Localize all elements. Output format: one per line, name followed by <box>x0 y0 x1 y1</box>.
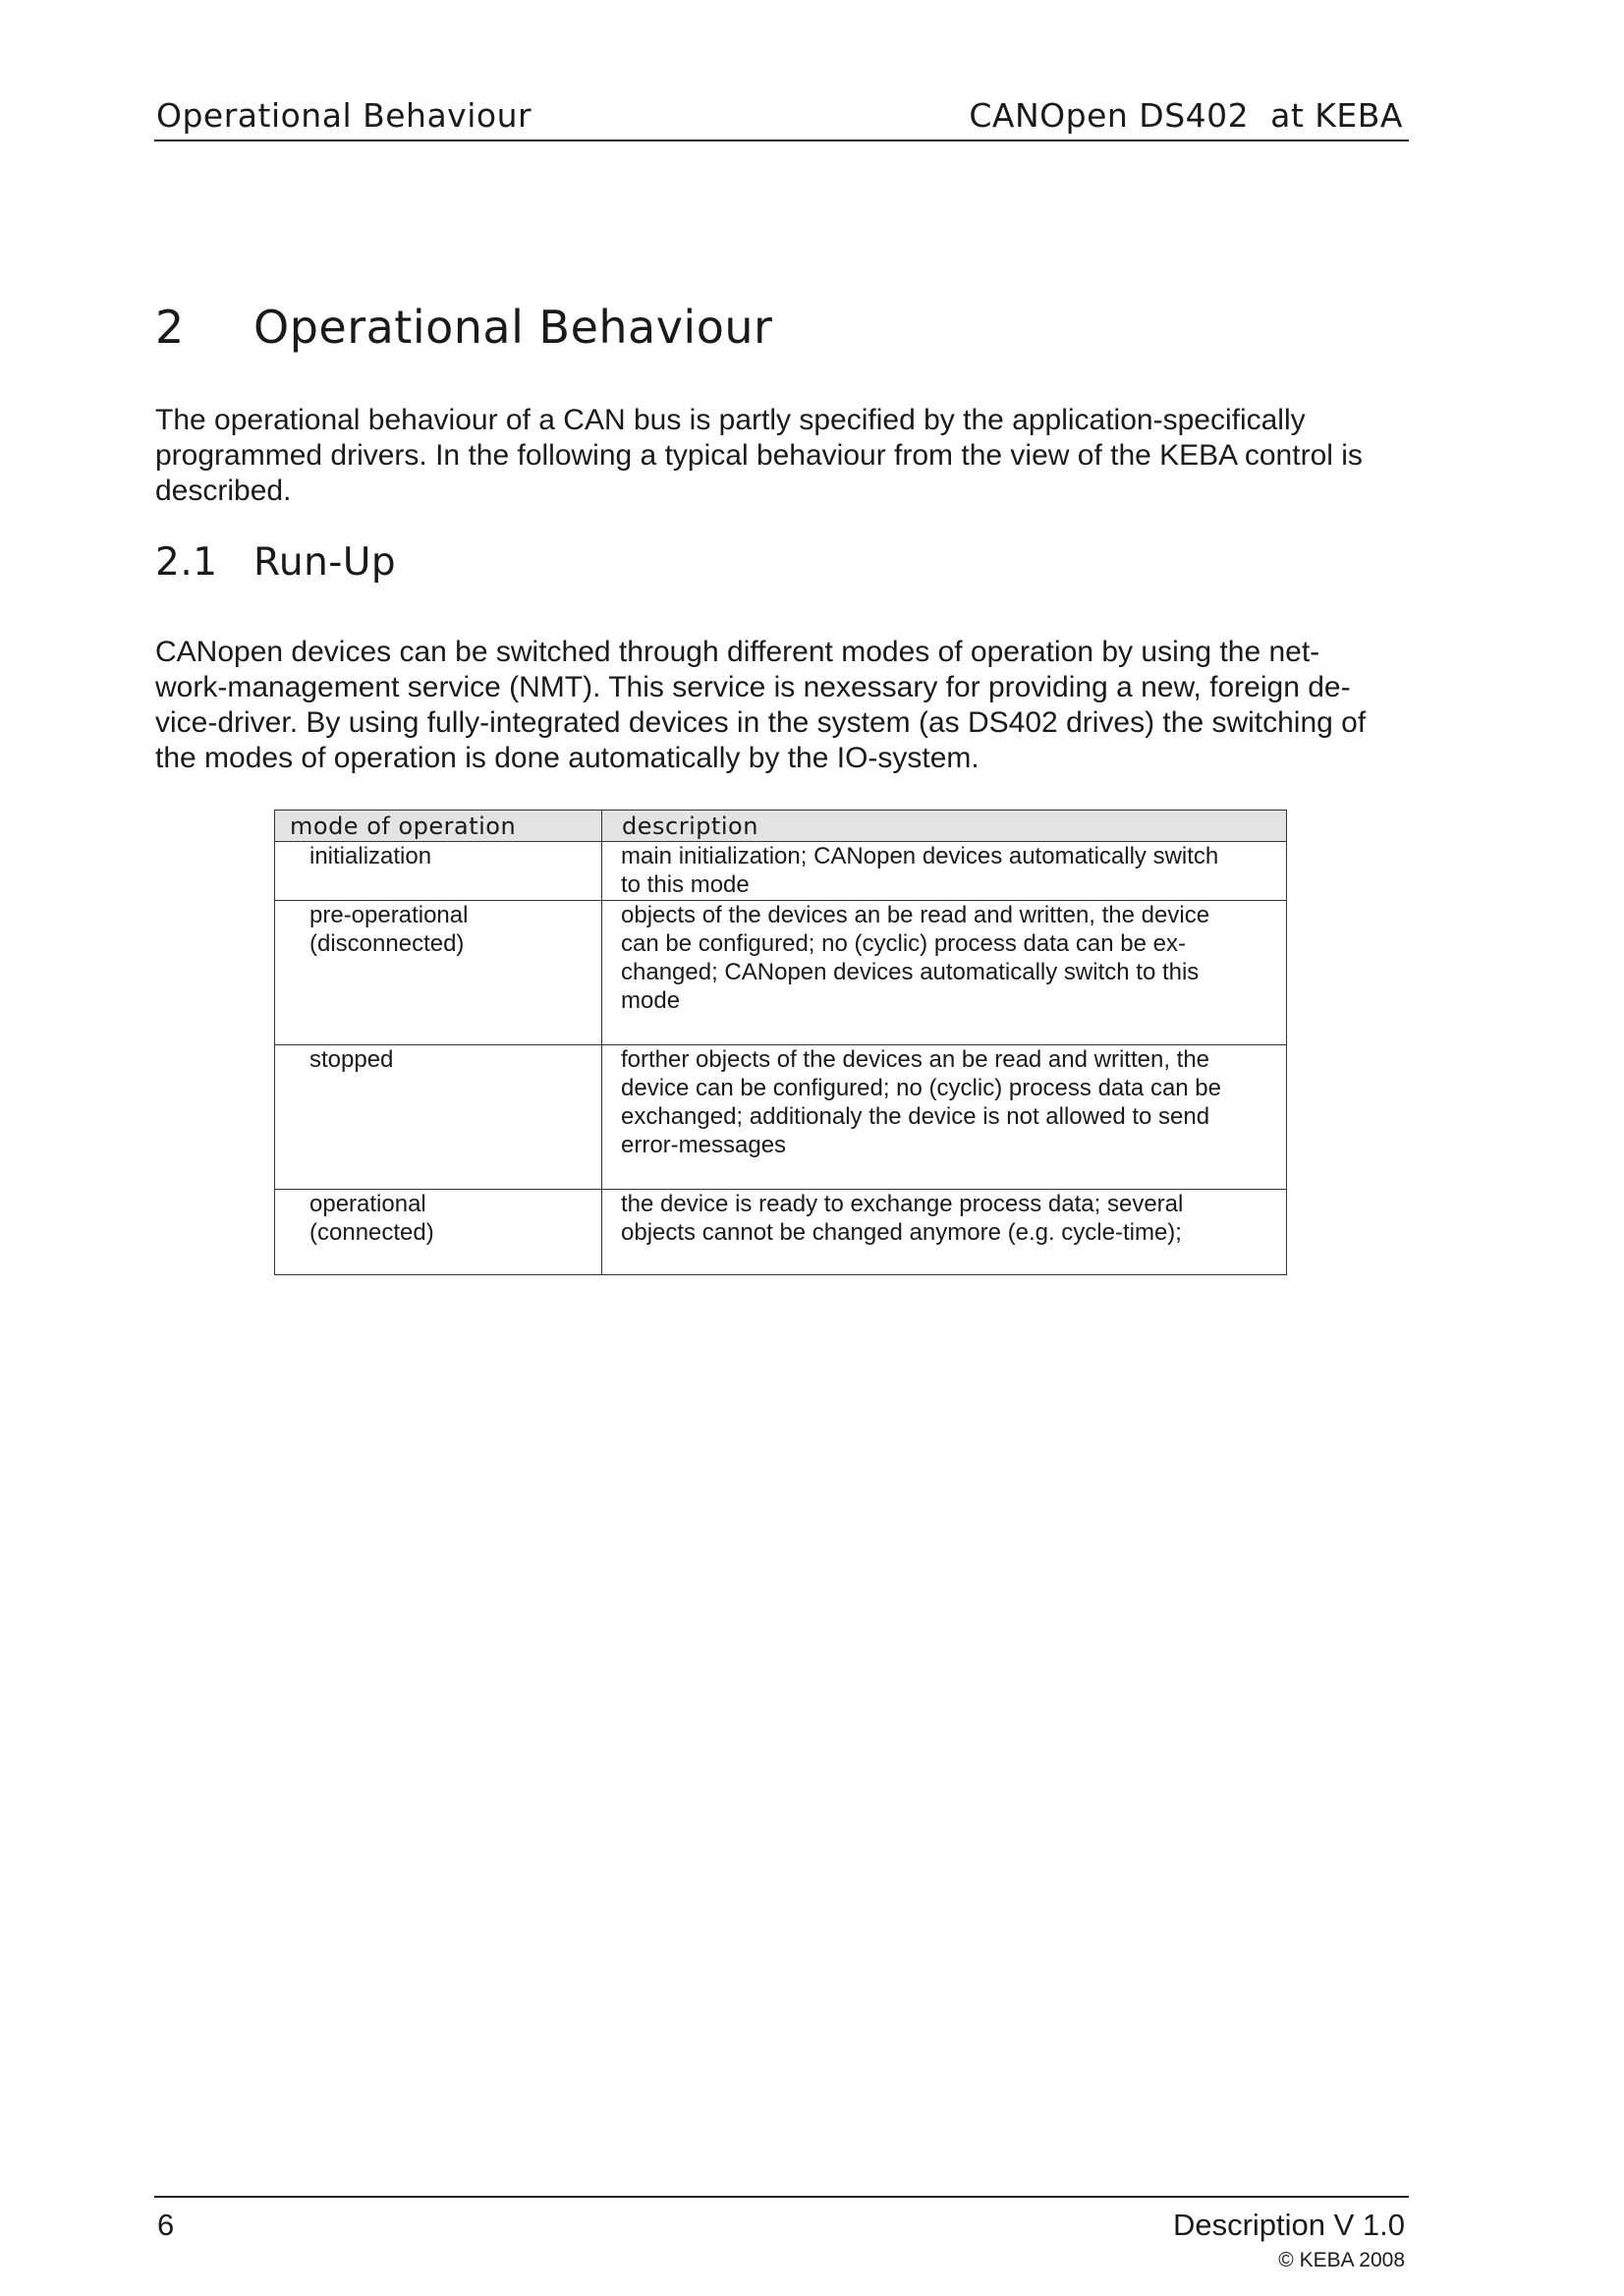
mode-line: (disconnected) <box>309 930 465 957</box>
table-header-row <box>275 811 1287 842</box>
paragraph-line: The operational behaviour of a CAN bus is partly specified by the application-specifically <box>155 404 1306 436</box>
mode-cell <box>275 1045 602 1190</box>
paragraph-line: vice-driver. By using fully-integrated devices in the system (as DS402 drives) the switching of <box>155 706 1367 739</box>
description-line: to this mode <box>621 871 750 898</box>
paragraph-line: described. <box>155 475 292 507</box>
mode-line: pre-operational <box>309 902 469 928</box>
description-line: exchanged; additionaly the device is not allowed to send <box>621 1103 1210 1130</box>
mode-line: stopped <box>309 1046 394 1073</box>
section-title: Operational Behaviour <box>253 301 773 354</box>
copyright-notice: © KEBA 2008 <box>1278 2249 1405 2271</box>
section-heading <box>155 301 772 354</box>
table-row <box>275 901 1287 1045</box>
description-line: the device is ready to exchange process data; several <box>621 1191 1184 1217</box>
paragraph-line: work-management service (NMT). This service is nexessary for providing a new, foreign de- <box>155 671 1351 703</box>
description-cell <box>602 842 1287 901</box>
table-row <box>275 1190 1287 1275</box>
header-document-title: CANOpen DS402 at KEBA <box>969 96 1403 135</box>
column-header-mode: mode of operation <box>275 811 602 842</box>
mode-line: operational <box>309 1191 426 1217</box>
description-cell <box>602 1190 1287 1275</box>
description-line: main initialization; CANopen devices automatically switch <box>621 843 1219 869</box>
column-header-description: description <box>602 811 1287 842</box>
description-cell <box>602 901 1287 1045</box>
table-row <box>275 842 1287 901</box>
subsection-number: 2.1 <box>155 540 218 585</box>
subsection-title: Run-Up <box>253 540 397 585</box>
document-version: Description V 1.0 <box>1172 2208 1405 2242</box>
paragraph-line: programmed drivers. In the following a typical behaviour from the view of the KEBA control is <box>155 439 1363 472</box>
description-line: mode <box>621 987 681 1014</box>
description-cell <box>602 1045 1287 1190</box>
table-row <box>275 1045 1287 1190</box>
description-line: forther objects of the devices an be read and written, the <box>621 1046 1210 1073</box>
description-line: objects cannot be changed anymore (e.g. cycle-time); <box>621 1219 1182 1246</box>
description-line: can be configured; no (cyclic) process data can be ex- <box>621 930 1186 957</box>
mode-cell <box>275 901 602 1045</box>
mode-cell <box>275 842 602 901</box>
page-number: 6 <box>157 2208 175 2242</box>
page-footer <box>154 2196 1409 2271</box>
subsection-heading <box>155 540 396 585</box>
description-line: error-messages <box>621 1132 787 1158</box>
paragraph-line: CANopen devices can be switched through different modes of operation by using the net- <box>155 636 1320 668</box>
paragraph-line: the modes of operation is done automatically by the IO-system. <box>155 742 980 774</box>
page-header <box>154 90 1409 141</box>
mode-cell <box>275 1190 602 1275</box>
mode-line: (connected) <box>309 1219 434 1246</box>
section-intro-paragraph <box>155 403 1423 509</box>
header-chapter-title: Operational Behaviour <box>156 96 532 135</box>
section-number: 2 <box>155 301 185 354</box>
description-line: objects of the devices an be read and written, the device <box>621 902 1210 928</box>
mode-line: initialization <box>309 843 432 869</box>
description-line: device can be configured; no (cyclic) process data can be <box>621 1075 1222 1101</box>
subsection-body-paragraph <box>155 635 1423 776</box>
description-line: changed; CANopen devices automatically switch to this <box>621 959 1200 985</box>
modes-of-operation-table <box>274 810 1287 1275</box>
